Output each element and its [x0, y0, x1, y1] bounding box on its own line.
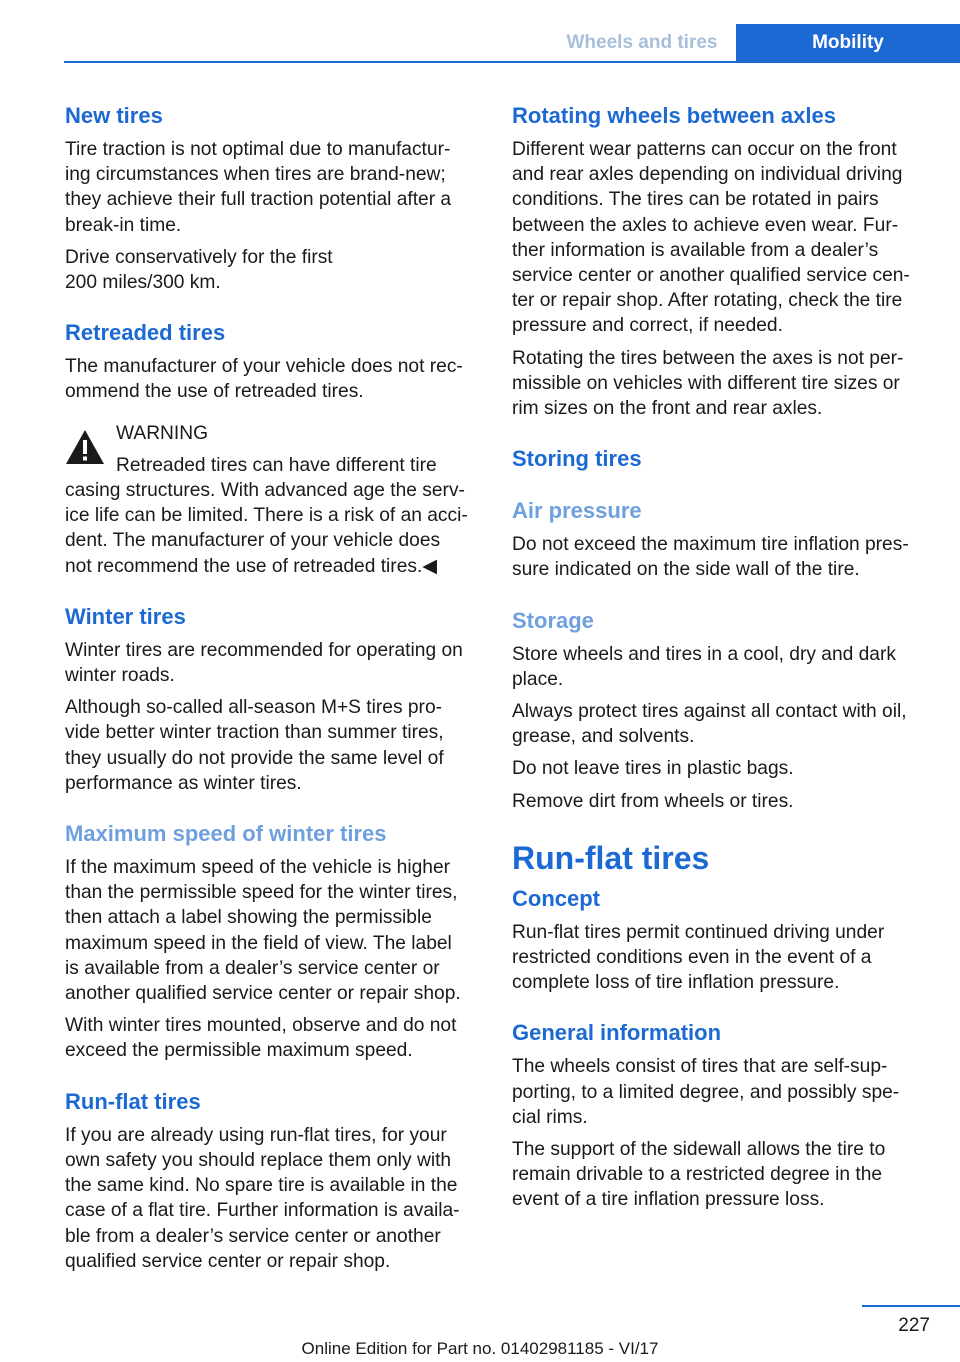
text-line: place.: [512, 668, 564, 690]
text-line: rim sizes on the front and rear axles.: [512, 398, 823, 420]
text-line: own safety you should replace them only with: [65, 1149, 452, 1171]
text-line: ice life can be limited. There is a risk of an acci‐: [65, 505, 468, 527]
heading-retreaded-tires: Retreaded tires: [65, 320, 226, 346]
text-line: Remove dirt from wheels or tires.: [512, 790, 794, 812]
text-line: than the permissible speed for the winter tires,: [65, 882, 458, 904]
concept-paragraph: [512, 920, 932, 996]
text-line: then attach a label showing the permissible: [65, 907, 432, 929]
footer-edition-text: Online Edition for Part no. 01402981185 - VI/17: [301, 1339, 659, 1358]
max-speed-paragraph-1: [65, 855, 483, 1006]
heading-new-tires: New tires: [65, 103, 163, 128]
text-line: casing structures. With advanced age the serv‐: [65, 480, 465, 502]
text-line: maximum speed in the field of view. The label: [65, 932, 452, 954]
max-speed-paragraph-2: [65, 1013, 483, 1063]
text-line: case of a flat tire. Further information is availa‐: [65, 1200, 460, 1222]
text-line: not recommend the use of retreaded tires.◀: [65, 555, 438, 577]
text-line: event of a tire inflation pressure loss.: [512, 1189, 825, 1211]
new-tires-paragraph-2: [65, 245, 483, 295]
winter-tires-paragraph-2: [65, 695, 483, 796]
text-line: they achieve their full traction potential after a: [65, 189, 452, 211]
text-line: remain drivable to a restricted degree in the: [512, 1164, 883, 1186]
text-line: and rear axles depending on individual driving: [512, 164, 903, 186]
text-line: ter or repair shop. After rotating, check the tire: [512, 290, 903, 312]
heading-storage: Storage: [512, 607, 594, 633]
heading-run-flat-tires-main: Run-flat tires: [512, 839, 710, 876]
heading-rotating-wheels: Rotating wheels between axles: [512, 103, 836, 128]
text-line: cial rims.: [512, 1106, 588, 1128]
heading-maximum-speed: Maximum speed of winter tires: [65, 821, 387, 847]
text-line: conditions. The tires can be rotated in pairs: [512, 189, 879, 211]
text-line: ther information is available from a dealer’s: [512, 239, 879, 261]
text-line: is available from a dealer’s service center or: [65, 957, 440, 979]
footer-rule: [862, 1305, 960, 1307]
text-line: Drive conservatively for the first: [65, 246, 333, 268]
heading-concept: Concept: [512, 885, 600, 911]
text-line: complete loss of tire inflation pressure.: [512, 972, 840, 994]
header-rule: [64, 61, 960, 63]
text-line: With winter tires mounted, observe and do not: [65, 1015, 457, 1037]
text-line: pressure and correct, if needed.: [512, 315, 783, 337]
text-line: ing circumstances when tires are brand-new;: [65, 164, 446, 186]
text-line: service center or another qualified service cen‐: [512, 265, 910, 287]
text-line: If the maximum speed of the vehicle is higher: [65, 857, 451, 879]
text-line: ommend the use of retreaded tires.: [65, 381, 364, 403]
heading-run-flat-tires-left: Run-flat tires: [65, 1088, 201, 1114]
text-line: Retreaded tires can have different tire: [116, 454, 437, 476]
text-line: Always protect tires against all contact with oil,: [512, 701, 907, 723]
header-section-tab: Wheels and tires: [566, 32, 718, 53]
storage-paragraph-3: [512, 756, 932, 781]
storage-paragraph-4: [512, 789, 932, 814]
heading-general-information: General information: [512, 1020, 722, 1046]
text-line: The wheels consist of tires that are self-sup‐: [512, 1056, 888, 1078]
text-line: exceed the permissible maximum speed.: [65, 1040, 413, 1062]
run-flat-paragraph: [65, 1123, 483, 1274]
text-line: Winter tires are recommended for operating on: [65, 639, 463, 661]
rotating-paragraph-1: [512, 137, 932, 339]
text-line: the same kind. No spare tire is available in the: [65, 1175, 458, 1197]
text-line: porting, to a limited degree, and possibly spe‐: [512, 1081, 900, 1103]
text-line: Store wheels and tires in a cool, dry and dark: [512, 643, 896, 665]
left-column: [65, 102, 483, 1274]
text-line: dent. The manufacturer of your vehicle does: [65, 530, 441, 552]
text-line: ble from a dealer’s service center or another: [65, 1225, 441, 1247]
text-line: Rotating the tires between the axes is not per‐: [512, 347, 904, 369]
text-line: another qualified service center or repair shop.: [65, 983, 461, 1005]
storage-paragraph-1: [512, 642, 932, 692]
text-line: they usually do not provide the same level of: [65, 747, 444, 769]
text-line: Run-flat tires permit continued driving under: [512, 921, 885, 943]
air-pressure-paragraph: [512, 532, 932, 582]
new-tires-paragraph-1: [65, 137, 483, 238]
text-line: Do not leave tires in plastic bags.: [512, 758, 794, 780]
text-line: The manufacturer of your vehicle does not rec‐: [65, 356, 463, 378]
text-line: Different wear patterns can occur on the front: [512, 139, 897, 160]
heading-storing-tires: Storing tires: [512, 446, 642, 472]
winter-tires-paragraph-1: [65, 638, 483, 688]
text-line: The support of the sidewall allows the tire to: [512, 1139, 886, 1161]
text-line: Although so-called all-season M+S tires pro‐: [65, 697, 443, 719]
warning-text: [65, 453, 483, 579]
warning-block: [65, 421, 483, 579]
warning-title: WARNING: [116, 422, 209, 444]
text-line: winter roads.: [65, 665, 175, 687]
storage-paragraph-2: [512, 699, 932, 749]
warning-icon: [65, 429, 105, 465]
rotating-paragraph-2: [512, 346, 932, 422]
text-line: missible on vehicles with different tire sizes or: [512, 372, 900, 394]
text-line: qualified service center or repair shop.: [65, 1250, 391, 1272]
right-column: [512, 102, 932, 1213]
heading-air-pressure: Air pressure: [512, 498, 642, 524]
text-line: Tire traction is not optimal due to manufactur‐: [65, 139, 451, 160]
text-line: sure indicated on the side wall of the tire.: [512, 559, 860, 581]
text-line: 200 miles/300 km.: [65, 272, 221, 294]
text-line: performance as winter tires.: [65, 772, 302, 794]
text-line: break-in time.: [65, 214, 182, 236]
page-number: 227: [898, 1315, 930, 1336]
text-line: restricted conditions even in the event of a: [512, 947, 872, 969]
text-line: Do not exceed the maximum tire inflation pres‐: [512, 534, 909, 556]
text-line: If you are already using run-flat tires, for your: [65, 1124, 447, 1146]
heading-winter-tires: Winter tires: [65, 603, 186, 629]
general-paragraph-2: [512, 1137, 932, 1213]
text-line: vide better winter traction than summer tires,: [65, 722, 444, 744]
text-line: between the axles to achieve even wear. Fur‐: [512, 214, 899, 236]
general-paragraph-1: [512, 1054, 932, 1130]
header-chapter-tab: Mobility: [736, 24, 960, 62]
text-line: grease, and solvents.: [512, 726, 695, 748]
retreaded-tires-paragraph: [65, 354, 483, 404]
